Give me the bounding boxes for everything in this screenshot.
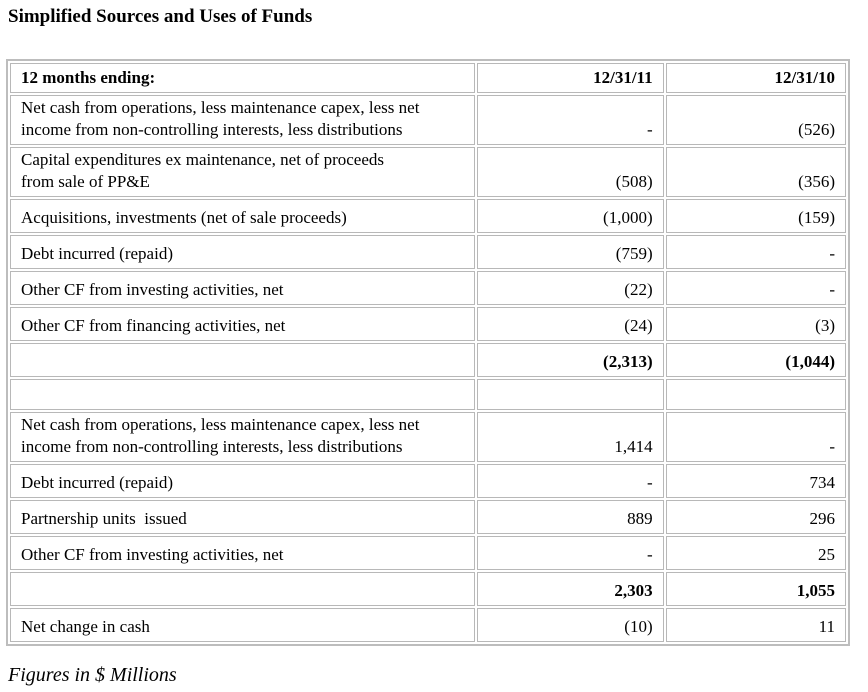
row-label: [10, 412, 475, 462]
row-value-2010: -: [666, 271, 846, 305]
net-change-row: [10, 608, 846, 642]
row-value-2011: 1,414: [477, 412, 663, 462]
row-label: Debt incurred (repaid): [10, 464, 475, 498]
row-value-2011: -: [477, 536, 663, 570]
row-value-2010: 25: [666, 536, 846, 570]
sources-total-2010: 1,055: [666, 572, 846, 606]
table-row: [10, 412, 846, 462]
table-row: [10, 500, 846, 534]
row-label: [10, 147, 475, 197]
table-header-row: [10, 63, 846, 93]
row-value-2010: -: [666, 412, 846, 462]
row-label: Partnership units issued: [10, 500, 475, 534]
page-title: Simplified Sources and Uses of Funds: [8, 6, 313, 27]
row-label-line1: Net cash from operations, less maintenance capex, less net: [21, 415, 420, 434]
row-label: Acquisitions, investments (net of sale proceeds): [10, 199, 475, 233]
row-value-2011: (759): [477, 235, 663, 269]
row-label: Other CF from financing activities, net: [10, 307, 475, 341]
row-value-2011: (22): [477, 271, 663, 305]
row-label-line1: Net cash from operations, less maintenance capex, less net: [21, 98, 420, 117]
row-value-2011: -: [477, 464, 663, 498]
header-col-2010: 12/31/10: [666, 63, 846, 93]
row-label: Debt incurred (repaid): [10, 235, 475, 269]
row-label: [10, 95, 475, 145]
table-row: [10, 271, 846, 305]
row-value-2010: (159): [666, 199, 846, 233]
row-label: Other CF from investing activities, net: [10, 271, 475, 305]
total-label-empty: [10, 343, 475, 377]
row-value-2010: 296: [666, 500, 846, 534]
uses-total-row: [10, 343, 846, 377]
row-value-2011: (1,000): [477, 199, 663, 233]
sources-total-2011: 2,303: [477, 572, 663, 606]
uses-total-2010: (1,044): [666, 343, 846, 377]
total-label-empty: [10, 572, 475, 606]
row-label-line2: income from non-controlling interests, less distributions: [21, 120, 403, 139]
row-label-line2: income from non-controlling interests, less distributions: [21, 437, 403, 456]
row-value-2011: 889: [477, 500, 663, 534]
table-row: [10, 464, 846, 498]
row-value-2010: (526): [666, 95, 846, 145]
row-label-line1: Capital expenditures ex maintenance, net of proceeds: [21, 150, 384, 169]
row-value-2011: (508): [477, 147, 663, 197]
table-row: [10, 199, 846, 233]
spacer-cell: [666, 379, 846, 410]
spacer-cell: [477, 379, 663, 410]
net-change-2010: 11: [666, 608, 846, 642]
net-change-label: Net change in cash: [10, 608, 475, 642]
row-value-2010: (356): [666, 147, 846, 197]
row-value-2010: (3): [666, 307, 846, 341]
row-value-2011: (24): [477, 307, 663, 341]
sources-total-row: [10, 572, 846, 606]
net-change-2011: (10): [477, 608, 663, 642]
header-label: 12 months ending:: [10, 63, 475, 93]
row-label: Other CF from investing activities, net: [10, 536, 475, 570]
uses-total-2011: (2,313): [477, 343, 663, 377]
row-value-2010: 734: [666, 464, 846, 498]
row-value-2011: -: [477, 95, 663, 145]
header-col-2011: 12/31/11: [477, 63, 663, 93]
row-label-line2: from sale of PP&E: [21, 172, 150, 191]
sources-uses-table: [6, 59, 850, 646]
units-caption: Figures in $ Millions: [8, 664, 177, 686]
row-value-2010: -: [666, 235, 846, 269]
table-row: [10, 95, 846, 145]
spacer-cell: [10, 379, 475, 410]
spacer-row: [10, 379, 846, 410]
table-row: [10, 147, 846, 197]
table-row: [10, 536, 846, 570]
table-row: [10, 235, 846, 269]
table-row: [10, 307, 846, 341]
